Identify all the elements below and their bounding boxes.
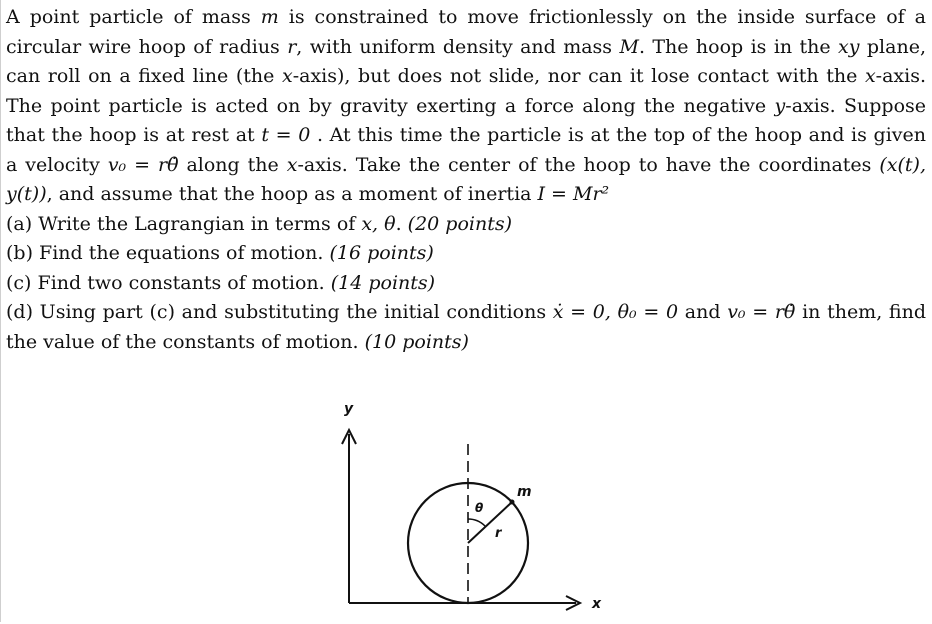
text-run: . At this time the particle is at the top of the hoop and is given a velocity	[6, 124, 926, 176]
math-symbol: x, θ	[361, 212, 396, 235]
math-symbol: t = 0	[261, 124, 311, 146]
math-symbol: m	[260, 6, 279, 28]
text-run: is constrained to move frictionlessly on the inside surface of a circular wire hoop of radius	[6, 6, 926, 58]
text-run: (b) Find the equations of motion.	[6, 242, 330, 264]
math-symbol: x	[282, 65, 293, 87]
math-symbol: x	[286, 153, 298, 176]
text-run: -axis), but does not slide, nor can it lose contact with the	[292, 65, 865, 87]
y-axis-label: y	[344, 401, 354, 417]
math-symbol: y	[774, 94, 786, 117]
text-run: and	[678, 301, 728, 323]
text-run: -axis. Take the center of the hoop to have the coordinates	[297, 153, 880, 176]
text-run: -axis. The point particle is acted on by gravity exerting a force along the negative	[6, 65, 926, 117]
page-left-border	[0, 0, 1, 622]
points-value: (16 points)	[329, 242, 434, 264]
math-symbol: r	[287, 35, 297, 58]
text-run: (c) Find two constants of motion.	[6, 271, 331, 294]
text-run: (a) Write the Lagrangian in terms of	[6, 212, 362, 235]
part-a	[6, 210, 926, 240]
points-value: (20 points)	[407, 212, 513, 235]
text-run: in them, find the value of the constants of motion.	[6, 301, 927, 353]
math-symbol: xy	[838, 35, 860, 58]
text-run: -axis. Suppose that the hoop is at rest at	[6, 94, 926, 146]
angle-label: θ	[475, 501, 484, 515]
text-run: , and assume that the hoop as a moment of inertia	[46, 183, 538, 205]
x-axis-label: x	[592, 596, 602, 612]
mass-label: m	[517, 484, 532, 500]
text-run: A point particle of mass	[6, 6, 261, 28]
math-symbol: (x(t), y(t))	[6, 153, 926, 205]
text-run: , with uniform density and mass	[296, 35, 620, 58]
text-run: .	[395, 212, 408, 235]
part-b	[6, 239, 926, 269]
angle-arc	[468, 519, 485, 526]
text-run: along the	[178, 153, 287, 176]
math-symbol: v₀ = rθ̇	[107, 153, 179, 176]
part-d	[6, 298, 926, 357]
text-run: (d) Using part (c) and substituting the initial conditions	[6, 301, 553, 323]
problem-text	[6, 3, 926, 357]
hoop-diagram	[300, 392, 620, 620]
part-c	[6, 269, 926, 299]
radius-label: r	[495, 526, 502, 541]
points-value: (14 points)	[330, 271, 436, 294]
math-symbol: M	[619, 35, 639, 58]
math-symbol: v₀ = rθ̇	[727, 301, 796, 323]
text-run: plane, can roll on a fixed line (the	[6, 35, 926, 87]
problem-parts	[6, 210, 926, 358]
points-value: (10 points)	[364, 330, 469, 353]
math-symbol: ẋ = 0, θ₀ = 0	[552, 301, 679, 323]
problem-statement	[6, 3, 926, 210]
text-run: . The hoop is in the	[638, 35, 839, 58]
particle	[510, 500, 515, 505]
hoop-figure	[300, 392, 620, 620]
math-symbol: x	[864, 65, 876, 87]
math-symbol: I = Mr²	[537, 183, 610, 205]
